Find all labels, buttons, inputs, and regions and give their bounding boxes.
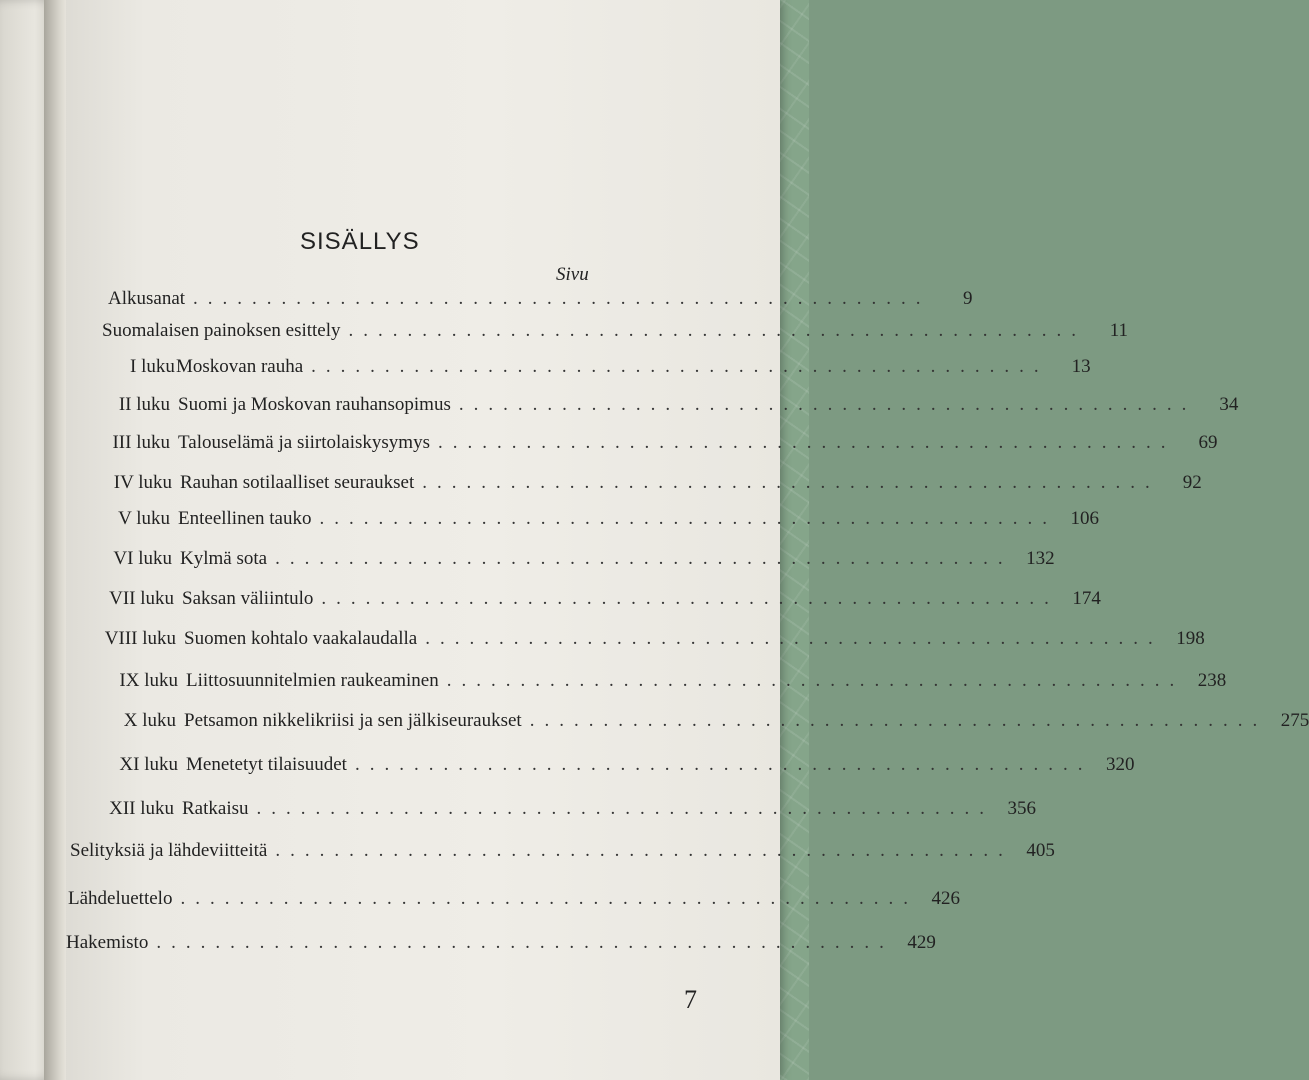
toc-page-number: 429	[907, 932, 936, 953]
toc-entry-title: Suomen kohtalo vaakalaudalla	[184, 628, 418, 649]
toc-dot-leader: ..................................................	[422, 472, 1160, 493]
toc-page-number: 426	[931, 888, 960, 909]
toc-dot-leader: ..................................................	[311, 356, 1049, 377]
toc-entry-title: Lähdeluettelo	[68, 888, 173, 909]
toc-entry	[66, 924, 936, 954]
toc-entry	[94, 746, 1135, 776]
toc-entry	[104, 540, 1055, 570]
toc-page-number: 275	[1280, 710, 1309, 731]
toc-dot-leader: ..................................................	[348, 320, 1087, 341]
toc-page-number: 356	[1007, 798, 1036, 819]
sivu-column-label: Sivu	[556, 264, 589, 285]
toc-entry	[86, 620, 1205, 650]
toc-dot-leader: ..................................................	[458, 394, 1197, 415]
toc-page-number: 238	[1197, 670, 1227, 691]
toc-chapter-number: IV luku	[113, 472, 172, 493]
toc-entry	[68, 880, 960, 910]
toc-chapter-number: XII luku	[109, 798, 174, 819]
toc-dot-leader: ..................................................	[446, 670, 1185, 691]
toc-entry-title: Suomi ja Moskovan rauhansopimus	[178, 394, 451, 415]
toc-dot-leader: ..................................................	[437, 432, 1176, 453]
toc-dot-leader: ..................................................	[425, 628, 1163, 649]
toc-entry	[118, 386, 1239, 416]
toc-chapter-number: VI luku	[113, 548, 172, 569]
toc-page-number: 9	[963, 288, 973, 309]
toc-entry	[104, 702, 1309, 732]
toc-entry-title: Petsamon nikkelikriisi ja sen jälkiseuraukset	[184, 710, 522, 731]
toc-entry-title: Talouselämä ja siirtolaiskysymys	[178, 432, 430, 453]
toc-entry-title: Hakemisto	[66, 932, 149, 953]
toc-dot-leader: ..................................................	[321, 588, 1059, 609]
toc-entry-title: Ratkaisu	[182, 798, 249, 819]
toc-entry	[106, 464, 1202, 494]
page-title: SISÄLLYS	[300, 228, 420, 255]
toc-page-number: 13	[1071, 356, 1091, 377]
toc-dot-leader: ..................................................	[193, 288, 931, 309]
toc-dot-leader: ..................................................	[156, 932, 894, 953]
toc-entry	[112, 424, 1218, 454]
toc-entry	[94, 580, 1101, 610]
toc-chapter-number: III luku	[112, 432, 170, 453]
toc-entry	[112, 500, 1099, 530]
toc-page-number: 174	[1072, 588, 1101, 609]
toc-page-number: 106	[1070, 508, 1099, 529]
toc-entry	[82, 790, 1036, 820]
toc-dot-leader: ..................................................	[319, 508, 1057, 529]
toc-entry-title: Menetetyt tilaisuudet	[186, 754, 347, 775]
toc-dot-leader: ..................................................	[275, 840, 1013, 861]
toc-entry-title: Moskovan rauha	[176, 356, 304, 377]
toc-chapter-number: X luku	[123, 710, 176, 731]
toc-dot-leader: ..................................................	[529, 710, 1268, 731]
toc-entry	[98, 662, 1227, 692]
toc-page-number: 198	[1176, 628, 1205, 649]
page-number: 7	[684, 985, 697, 1014]
toc-chapter-number: I luku	[130, 356, 175, 377]
toc-entry-title: Saksan väliintulo	[182, 588, 314, 609]
toc-page-number: 69	[1198, 432, 1218, 453]
toc-page-number: 11	[1109, 320, 1129, 341]
toc-entry-title: Suomalaisen painoksen esittely	[102, 320, 341, 341]
toc-page-number: 405	[1026, 840, 1055, 861]
toc-chapter-number: VIII luku	[104, 628, 176, 649]
toc-entry	[108, 280, 973, 310]
toc-entry-title: Enteellinen tauko	[178, 508, 312, 529]
toc-page-number: 320	[1105, 754, 1135, 775]
toc-entry	[70, 832, 1055, 862]
toc-chapter-number: VII luku	[109, 588, 174, 609]
toc-page-number: 92	[1182, 472, 1202, 493]
toc-entry	[102, 312, 1129, 342]
toc-dot-leader: ..................................................	[180, 888, 918, 909]
toc-entry-title: Kylmä sota	[180, 548, 268, 569]
toc-chapter-number: II luku	[118, 394, 170, 415]
toc-entry-title: Alkusanat	[108, 288, 186, 309]
toc-page-number: 132	[1026, 548, 1055, 569]
toc-dot-leader: ..................................................	[354, 754, 1093, 775]
toc-entry-title: Rauhan sotilaalliset seuraukset	[180, 472, 415, 493]
toc-chapter-number: IX luku	[119, 670, 178, 691]
toc-entry-title: Liittosuunnitelmien raukeaminen	[186, 670, 439, 691]
toc-dot-leader: ..................................................	[256, 798, 994, 819]
toc-entry-title: Selityksiä ja lähdeviitteitä	[70, 840, 268, 861]
toc-chapter-number: V luku	[118, 508, 170, 529]
toc-page-number: 34	[1219, 394, 1239, 415]
book-gutter	[44, 0, 66, 1080]
toc-dot-leader: ..................................................	[275, 548, 1013, 569]
toc-entry	[130, 348, 1091, 378]
toc-chapter-number: XI luku	[119, 754, 178, 775]
